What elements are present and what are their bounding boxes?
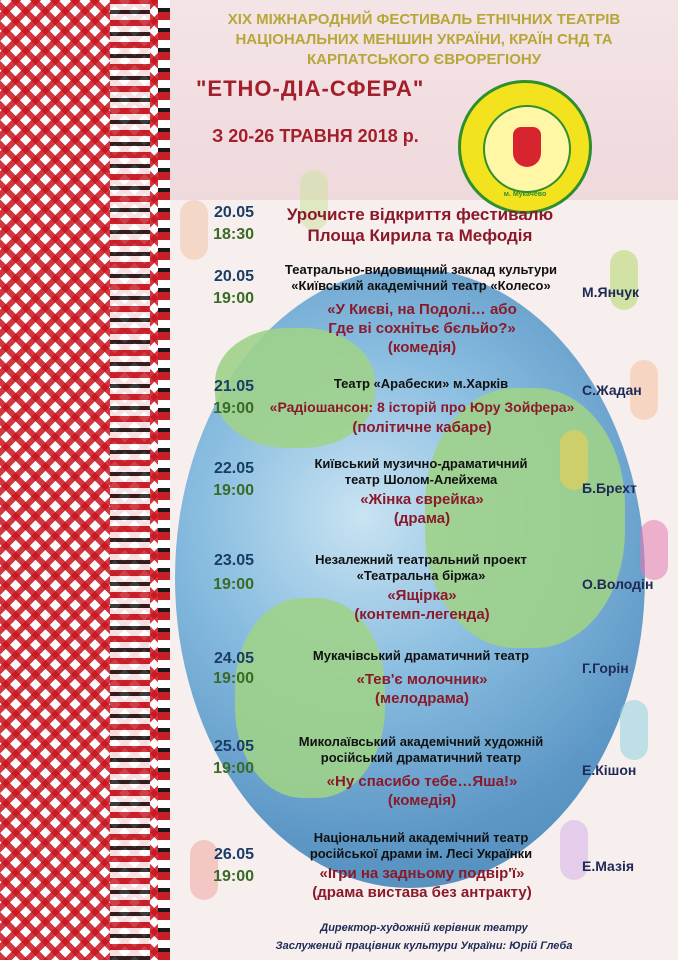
event-date: 20.05 (213, 268, 254, 285)
title-line: НАЦІОНАЛЬНИХ МЕНШИН УКРАЇНИ, КРАЇН СНД ТА (235, 31, 613, 48)
festival-emblem-logo (458, 80, 592, 214)
opening-title: Урочисте відкриття фестивалю (286, 205, 554, 224)
event-date: 24.05 (213, 650, 254, 667)
festival-name: "ЕТНО-ДІА-СФЕРА" (196, 76, 425, 101)
footer-director-name: Заслужений працівник культури України: Юрій Глеба (275, 940, 573, 952)
event-time: 19:00 (213, 760, 254, 777)
venue-line: російської драми ім. Лесі Українки (309, 846, 533, 861)
event-time: 19:00 (213, 576, 254, 593)
festival-dates: З 20-26 ТРАВНЯ 2018 р. (212, 126, 419, 146)
author-name: Г.Горін (582, 660, 629, 676)
play-genre: (комедія) (387, 339, 457, 356)
event-date: 25.05 (213, 738, 254, 755)
venue-line: Миколаївський академічний художній (298, 734, 544, 749)
author-name: С.Жадан (582, 382, 642, 398)
venue-line: російський драматичний театр (320, 750, 522, 765)
venue-line: «Київський академічний театр «Колесо» (291, 278, 551, 293)
title-line: КАРПАТСЬКОГО ЄВРОРЕГІОНУ (306, 51, 542, 68)
play-title: «У Києві, на Подолі… або (327, 301, 517, 318)
emblem-inner-circle (483, 105, 571, 193)
event-time: 18:30 (213, 226, 254, 243)
event-date: 21.05 (213, 378, 254, 395)
event-date: 20.05 (213, 204, 254, 221)
event-time: 19:00 (213, 482, 254, 499)
event-date: 23.05 (213, 552, 254, 569)
play-title: Где ві сохнітьє бєльйо?» (328, 320, 516, 337)
event-time: 19:00 (213, 670, 254, 687)
author-name: Е.Мазія (582, 858, 635, 874)
theatre-mask-icon (513, 127, 541, 167)
author-name: Б.Брехт (582, 480, 637, 496)
play-genre: (комедія) (387, 792, 457, 809)
venue-line: Незалежний театральний проект (315, 552, 527, 567)
author-name: Е.Кішон (582, 762, 637, 778)
event-time: 19:00 (213, 290, 254, 307)
play-genre: (мелодрама) (375, 690, 469, 707)
play-title: «Радіошансон: 8 історій про Юру Зойфера» (269, 399, 575, 415)
author-name: О.Володін (582, 576, 654, 592)
play-title: «Жінка єврейка» (360, 491, 484, 508)
play-title: «Тев'є молочник» (356, 671, 488, 688)
festival-title (170, 10, 678, 70)
embroidery-edge (158, 0, 170, 960)
venue-line: Театр «Арабески» м.Харків (333, 376, 509, 391)
footer-director-title: Директор-художній керівник театру (320, 922, 528, 934)
event-time: 19:00 (213, 868, 254, 885)
people-figure (610, 250, 638, 310)
play-title: «Ігри на задньому подвір'ї» (319, 865, 525, 882)
event-date: 26.05 (213, 846, 254, 863)
people-figure (640, 520, 668, 580)
play-title: «Ну спасибо тебе…Яша!» (326, 773, 518, 790)
venue-line: Театрально-видовищний заклад культури (284, 262, 558, 277)
play-genre: (політичне кабаре) (352, 419, 492, 436)
venue-line: театр Шолом-Алейхема (344, 472, 498, 487)
title-line: XIX МІЖНАРОДНИЙ ФЕСТИВАЛЬ ЕТНІЧНИХ ТЕАТРІВ (227, 11, 621, 28)
emblem-city: м. Мукачево (503, 191, 547, 198)
event-time: 19:00 (213, 400, 254, 417)
embroidery-pattern (110, 0, 150, 960)
play-genre: (драма) (393, 510, 451, 527)
venue-line: «Театральна біржа» (356, 568, 486, 583)
venue-line: Мукачівський драматичний театр (312, 648, 530, 663)
people-figure (620, 700, 648, 760)
author-name: М.Янчук (582, 284, 639, 300)
venue-line: Київський музично-драматичний (314, 456, 528, 471)
play-genre: (драма вистава без антракту) (312, 884, 532, 901)
venue-line: Національний академічний театр (313, 830, 529, 845)
play-genre: (контемп-легенда) (354, 606, 490, 623)
opening-location: Площа Кирила та Мефодія (307, 226, 533, 245)
event-date: 22.05 (213, 460, 254, 477)
play-title: «Ящірка» (387, 587, 457, 604)
